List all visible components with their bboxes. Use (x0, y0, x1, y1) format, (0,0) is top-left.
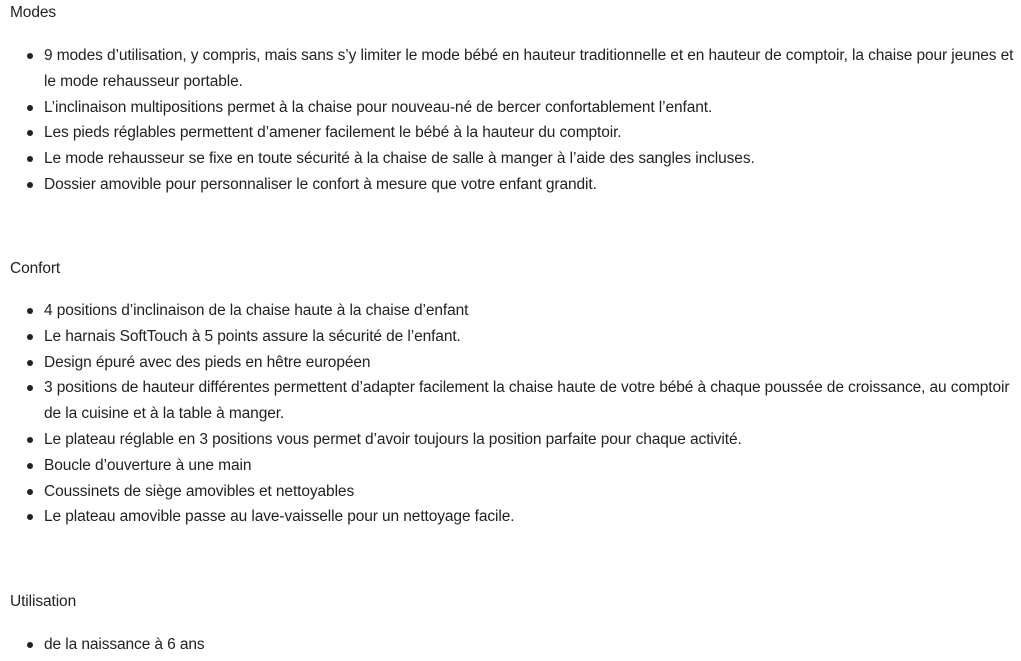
section-utilisation (10, 589, 1021, 658)
list-item: Coussinets de siège amovibles et nettoyables (10, 479, 1021, 505)
list-item: Boucle d’ouverture à une main (10, 453, 1021, 479)
list-item: Le harnais SoftTouch à 5 points assure la sécurité de l’enfant. (10, 324, 1021, 350)
list-item: L’inclinaison multipositions permet à la chaise pour nouveau-né de bercer confortablement l’enfant. (10, 95, 1021, 121)
modes-list (10, 43, 1021, 198)
utilisation-list (10, 632, 1021, 658)
list-item: Dossier amovible pour personnaliser le confort à mesure que votre enfant grandit. (10, 172, 1021, 198)
section-modes (10, 0, 1021, 198)
list-item: 3 positions de hauteur différentes permettent d’adapter facilement la chaise haute de votre bébé à chaque poussée de croissance, au comptoir de la cuisine et à la table à manger. (10, 375, 1021, 427)
section-title-utilisation: Utilisation (10, 593, 77, 610)
list-item: de la naissance à 6 ans (10, 632, 1021, 658)
section-confort (10, 256, 1021, 530)
list-item: Les pieds réglables permettent d’amener facilement le bébé à la hauteur du comptoir. (10, 120, 1021, 146)
section-title-modes: Modes (10, 4, 57, 21)
list-item: Le plateau réglable en 3 positions vous permet d’avoir toujours la position parfaite pour chaque activité. (10, 427, 1021, 453)
list-item: Le mode rehausseur se fixe en toute sécurité à la chaise de salle à manger à l’aide des sangles incluses. (10, 146, 1021, 172)
list-item: 9 modes d’utilisation, y compris, mais sans s’y limiter le mode bébé en hauteur traditionnelle et en hauteur de comptoir, la chaise pour jeunes et le mode rehausseur portable. (10, 43, 1021, 95)
list-item: Le plateau amovible passe au lave-vaisselle pour un nettoyage facile. (10, 504, 1021, 530)
list-item: Design épuré avec des pieds en hêtre européen (10, 350, 1021, 376)
section-title-confort: Confort (10, 260, 61, 277)
list-item: 4 positions d’inclinaison de la chaise haute à la chaise d’enfant (10, 298, 1021, 324)
confort-list (10, 298, 1021, 530)
